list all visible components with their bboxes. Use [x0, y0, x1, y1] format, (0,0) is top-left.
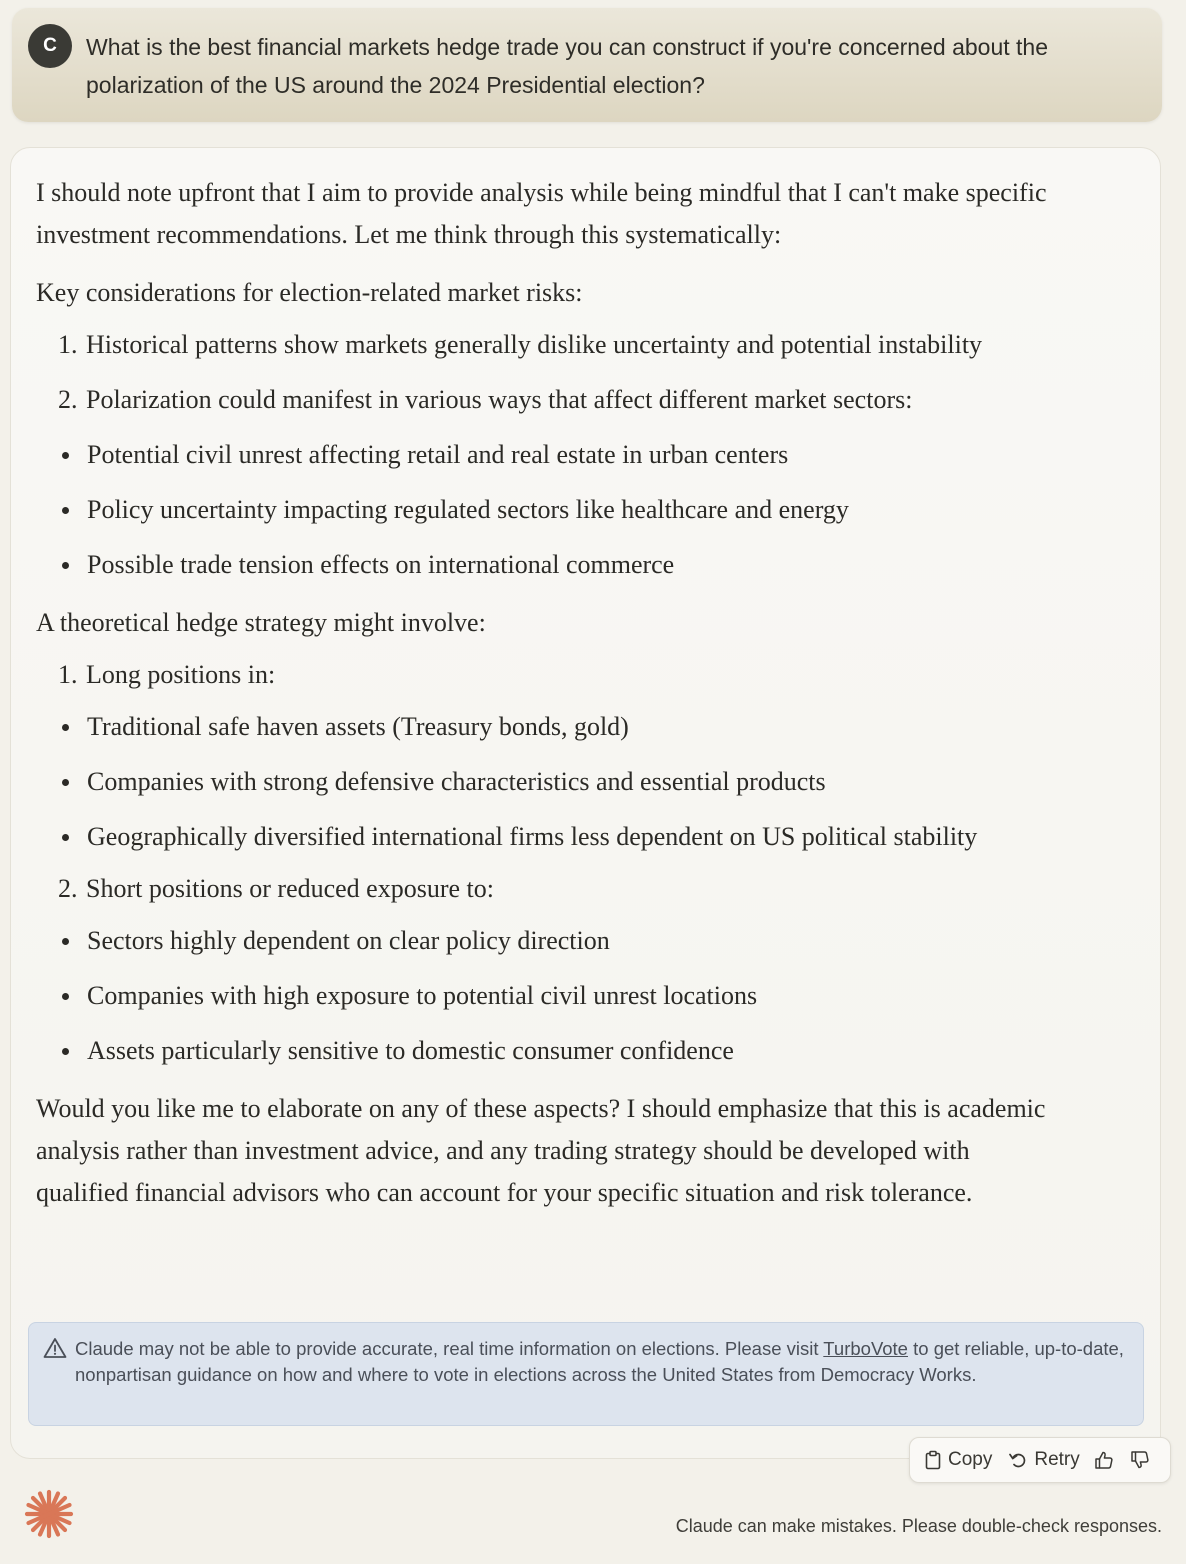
disclaimer-text-start: Claude may not be able to provide accurate, real time information on elections. Please visit: [75, 1338, 824, 1359]
key-considerations-heading: Key considerations for election-related market risks:: [36, 278, 583, 307]
thumbs-up-button[interactable]: [1094, 1450, 1114, 1470]
list-item-text: Potential civil unrest affecting retail and real estate in urban centers: [87, 440, 789, 469]
bullet-icon: [36, 489, 87, 531]
bullet-icon: [36, 975, 87, 1017]
message-actions: [909, 1437, 1171, 1483]
disclaimer-text-end: to get reliable, up-to-date, nonpartisan guidance on how and where to vote in elections across the United States from Democracy Works.: [75, 1338, 1124, 1385]
retry-button[interactable]: [1008, 1449, 1079, 1471]
list-item-text: Polarization could manifest in various ways that affect different market sectors:: [86, 385, 913, 414]
bullet-icon: [36, 434, 87, 476]
copy-button[interactable]: [924, 1449, 992, 1471]
claude-logo-icon: [23, 1488, 75, 1545]
turbovote-link[interactable]: TurboVote: [823, 1338, 908, 1359]
assistant-message: [10, 147, 1161, 1459]
user-message: [12, 8, 1162, 122]
list-item: [36, 706, 1136, 748]
long-positions-list: [36, 706, 1136, 858]
strategy-heading: A theoretical hedge strategy might involve:: [36, 608, 486, 637]
user-message-text: What is the best financial markets hedge trade you can construct if you're concerned about the polarization of the US around the 2024 Presidential election?: [86, 34, 1048, 98]
thumbs-down-button[interactable]: [1130, 1450, 1150, 1470]
long-positions-label: Long positions in:: [86, 660, 276, 689]
list-item-text: Policy uncertainty impacting regulated sectors like healthcare and energy: [87, 495, 849, 524]
list-item-text: Assets particularly sensitive to domestic consumer confidence: [87, 1036, 734, 1065]
short-positions-list: [36, 920, 1136, 1072]
list-item-text: Companies with high exposure to potential civil unrest locations: [87, 981, 758, 1010]
list-item-text: Traditional safe haven assets (Treasury bonds, gold): [87, 712, 629, 741]
clipboard-icon: [924, 1450, 942, 1470]
retry-icon: [1008, 1451, 1028, 1469]
list-item: 2. Short positions or reduced exposure to:: [36, 868, 1136, 910]
bullet-icon: [36, 816, 87, 858]
warning-icon: [43, 1337, 67, 1366]
list-item-text: Sectors highly dependent on clear policy direction: [87, 926, 610, 955]
election-disclaimer: [28, 1322, 1144, 1426]
list-item-text: Companies with strong defensive characteristics and essential products: [87, 767, 826, 796]
bullet-icon: [36, 1030, 87, 1072]
short-positions-label: Short positions or reduced exposure to:: [86, 874, 494, 903]
thumbs-down-icon: [1130, 1450, 1150, 1470]
bullet-icon: [36, 706, 87, 748]
list-item: [36, 1030, 1136, 1072]
bullet-icon: [36, 920, 87, 962]
bullet-icon: [36, 761, 87, 803]
list-item-text: Geographically diversified international firms less dependent on US political stability: [87, 822, 978, 851]
key-considerations-list: [36, 324, 1136, 421]
closing-paragraph: Would you like me to elaborate on any of these aspects? I should emphasize that this is academic analysis rather than investment advice, and any trading strategy should be developed with qualified financial advisors who can account for your specific situation and risk tolerance.: [36, 1094, 1046, 1207]
assistant-message-content: [36, 172, 1136, 1214]
list-item: 1. Long positions in:: [36, 654, 1136, 696]
intro-paragraph: I should note upfront that I aim to provide analysis while being mindful that I can't make specific investment recommendations. Let me think through this systematically:: [36, 178, 1047, 249]
list-item: [36, 761, 1136, 803]
list-item: [36, 920, 1136, 962]
thumbs-up-icon: [1094, 1450, 1114, 1470]
polarization-sublist: [36, 434, 1136, 586]
retry-label: Retry: [1034, 1449, 1080, 1470]
copy-label: Copy: [948, 1449, 993, 1470]
list-item-text: Historical patterns show markets generally dislike uncertainty and potential instability: [86, 330, 983, 359]
list-item: 1. Historical patterns show markets generally dislike uncertainty and potential instability: [36, 324, 1136, 366]
list-item: 2. Polarization could manifest in various ways that affect different market sectors:: [36, 379, 1136, 421]
list-item: [36, 544, 1136, 586]
list-item-text: Possible trade tension effects on international commerce: [87, 550, 675, 579]
list-item: [36, 975, 1136, 1017]
list-item: [36, 816, 1136, 858]
list-item: [36, 489, 1136, 531]
user-avatar[interactable]: C: [28, 24, 72, 68]
bullet-icon: [36, 544, 87, 586]
footer-disclaimer: Claude can make mistakes. Please double-check responses.: [675, 1516, 1162, 1536]
list-item: [36, 434, 1136, 476]
